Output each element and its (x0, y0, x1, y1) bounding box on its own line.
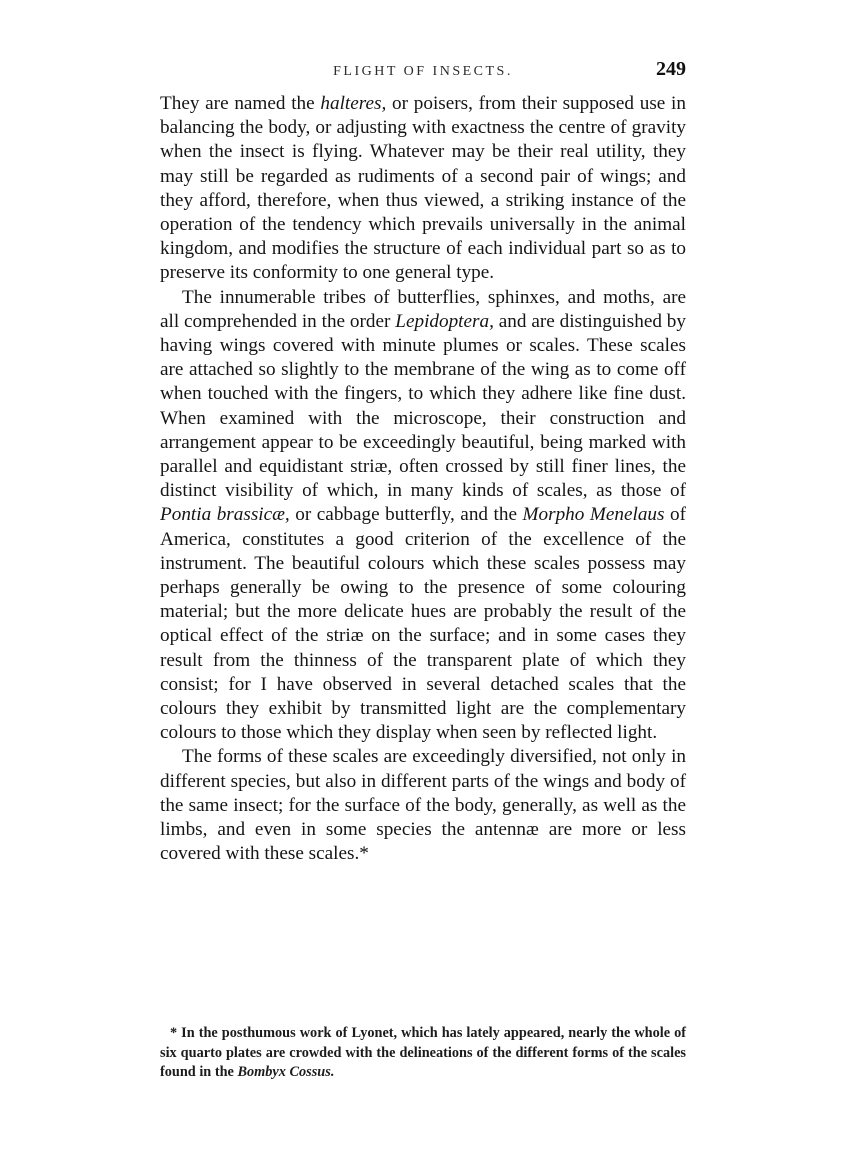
italic-text-run: halteres, (320, 93, 387, 114)
text-run: or cabbage butterfly, and the (289, 504, 523, 526)
text-run: The innumerable tribes of butterflies, sphinxes, and moths, are all comprehended in the order (160, 286, 686, 332)
paragraph-lepidoptera-scales (160, 286, 686, 746)
text-run: * In the posthumous work of Lyonet, which has lately appeared, nearly the whole of six quarto plates are crowded with the delineations of the different forms of the scales found in the (160, 1025, 686, 1080)
paragraph-scale-forms (160, 745, 686, 866)
paragraph-halteres (160, 92, 686, 286)
text-run: The forms of these scales are exceedingly diversified, not only in different species, but also in different parts of the wings and body of the same insect; for the surface of the body, generally, as well as the limbs, and even in some species the antennæ are more or less covered with these scales.* (160, 746, 686, 865)
page-number: 249 (656, 58, 686, 80)
running-head: FLIGHT OF INSECTS. (333, 64, 513, 79)
body-text (160, 92, 686, 867)
text-run: or poisers, from their supposed use in balancing the body, or adjusting with exactness the centre of gravity when the insect is flying. Whatever may be their real utility, they may still be regarded as rudiments of a second pair of wings; and they afford, therefore, when thus viewed, a striking instance of the operation of the tendency which prevails universally in the animal kingdom, and modifies the structure of each individual part so as to preserve its conformity to one general type. (160, 93, 686, 284)
page-header (160, 58, 686, 88)
text-run: They are named the (160, 93, 321, 114)
text-run: of America, constitutes a good criterion of the excellence of the instrument. The beautiful colours which these scales possess may perhaps generally be owing to the presence of some colouring material; but the more delicate hues are probably the result of the optical effect of the striæ on the surface; and in some cases they result from the thinness of the transparent plate of which they consist; for I have observed in several detached scales that the colours they exhibit by transmitted light are the complementary colours to those which they display when seen by reflected light. (160, 504, 686, 744)
italic-text-run: Morpho Menelaus (522, 504, 665, 526)
italic-text-run: Lepidoptera, (395, 310, 494, 332)
italic-text-run: Bombyx Cossus. (237, 1064, 335, 1080)
italic-text-run: Pontia brassicæ, (160, 504, 290, 526)
footnote (160, 1024, 686, 1083)
text-run: and are distinguished by having wings covered with minute plumes or scales. These scales are attached so slightly to the membrane of the wing as to come off when touched with the fingers, to which they adhere like fine dust. When examined with the microscope, their construction and arrangement appear to be exceedingly beautiful, being marked with parallel and equidistant striæ, often crossed by still finer lines, the distinct visibility of which, in many kinds of scales, as those of (160, 310, 686, 502)
